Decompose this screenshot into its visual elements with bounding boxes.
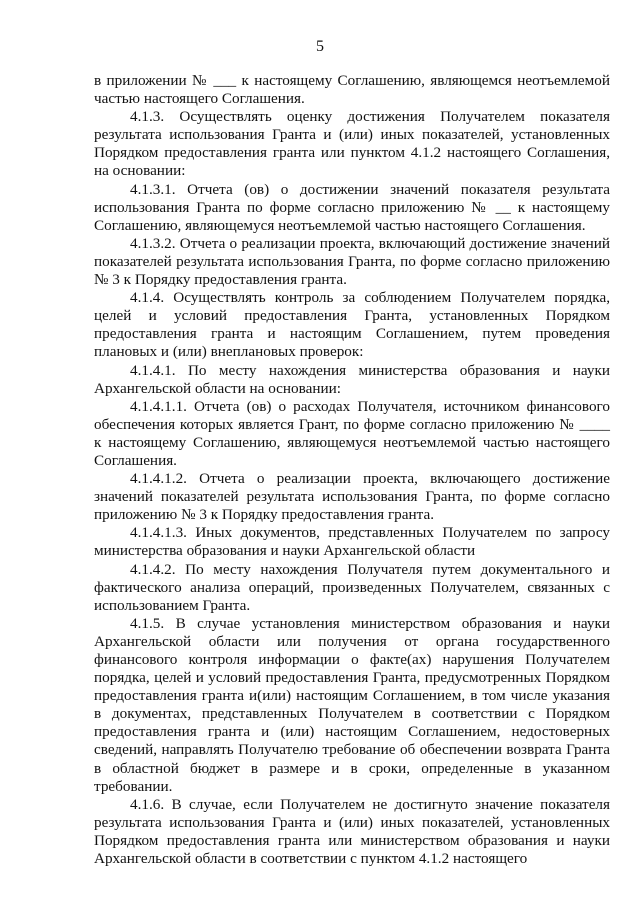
paragraph-4-1-4: 4.1.4. Осуществлять контроль за соблюдением Получателем порядка, целей и условий предоставления Гранта, установленных Порядком предоставления гранта и настоящим Соглашением, путем проведения плановых и (или) внеплановых проверок: (94, 289, 610, 361)
paragraph-4-1-6: 4.1.6. В случае, если Получателем не достигнуто значение показателя результата использования Гранта и (или) иных показателей, установленных Порядком предоставления гранта или министерством образования и науки Архангельской области в соответствии с пунктом 4.1.2 настоящего (94, 795, 610, 868)
paragraph-4-1-4-1: 4.1.4.1. По месту нахождения министерства образования и науки Архангельской области на основании: (94, 361, 610, 397)
paragraph-4-1-3-2: 4.1.3.2. Отчета о реализации проекта, включающий достижение значений показателей результата использования Гранта, по форме согласно приложению № 3 к Порядку предоставления гранта. (94, 234, 610, 289)
paragraph-4-1-4-1-1: 4.1.4.1.1. Отчета (ов) о расходах Получателя, источником финансового обеспечения которых является Грант, по форме согласно приложению № ____ к настоящему Соглашению, являющемуся неотъемлемой частью настоящего Соглашения. (94, 397, 610, 469)
paragraph-4-1-3-1: 4.1.3.1. Отчета (ов) о достижении значений показателя результата использования Гранта по форме согласно приложению № __ к настоящему Соглашению, являющемуся неотъемлемой частью настоящего Соглашения. (94, 180, 610, 234)
paragraph-4-1-4-1-2: 4.1.4.1.2. Отчета о реализации проекта, включающего достижение значений показателей результата использования Гранта, по форме согласно приложению № 3 к Порядку предоставления гранта. (94, 470, 610, 524)
paragraph-4-1-4-2: 4.1.4.2. По месту нахождения Получателя путем документального и фактического анализа операций, произведенных Получателем, связанных с использованием Гранта. (94, 560, 610, 614)
page-number: 5 (316, 38, 324, 55)
paragraph-4-1-3: 4.1.3. Осуществлять оценку достижения Получателем показателя результата использования Гранта и (или) иных показателей, установленных Порядком предоставления гранта или пунктом 4.1.2 настоящего Соглашения, на основании: (94, 108, 610, 180)
paragraph-4-1-5: 4.1.5. В случае установления министерством образования и науки Архангельской области или получения от органа государственного финансового контроля информации о факте(ах) нарушения Получателем порядка, целей и условий предоставления Гранта, предусмотренных Порядком предоставления гранта и(или) настоящим Соглашением, в том числе указания в документах, представленных Получателем в соответствии с Порядком предоставления гранта и (или) настоящим Соглашением, недостоверных сведений, направлять Получателю требование об обеспечении возврата Гранта в областной бюджет в размере и в сроки, определенные в указанном требовании. (94, 614, 610, 795)
document-body (94, 72, 610, 868)
paragraph-continuation: в приложении № ___ к настоящему Соглашению, являющемся неотъемлемой частью настоящего Соглашения. (94, 72, 610, 108)
paragraph-4-1-4-1-3: 4.1.4.1.3. Иных документов, представленных Получателем по запросу министерства образования и науки Архангельской области (94, 524, 610, 560)
